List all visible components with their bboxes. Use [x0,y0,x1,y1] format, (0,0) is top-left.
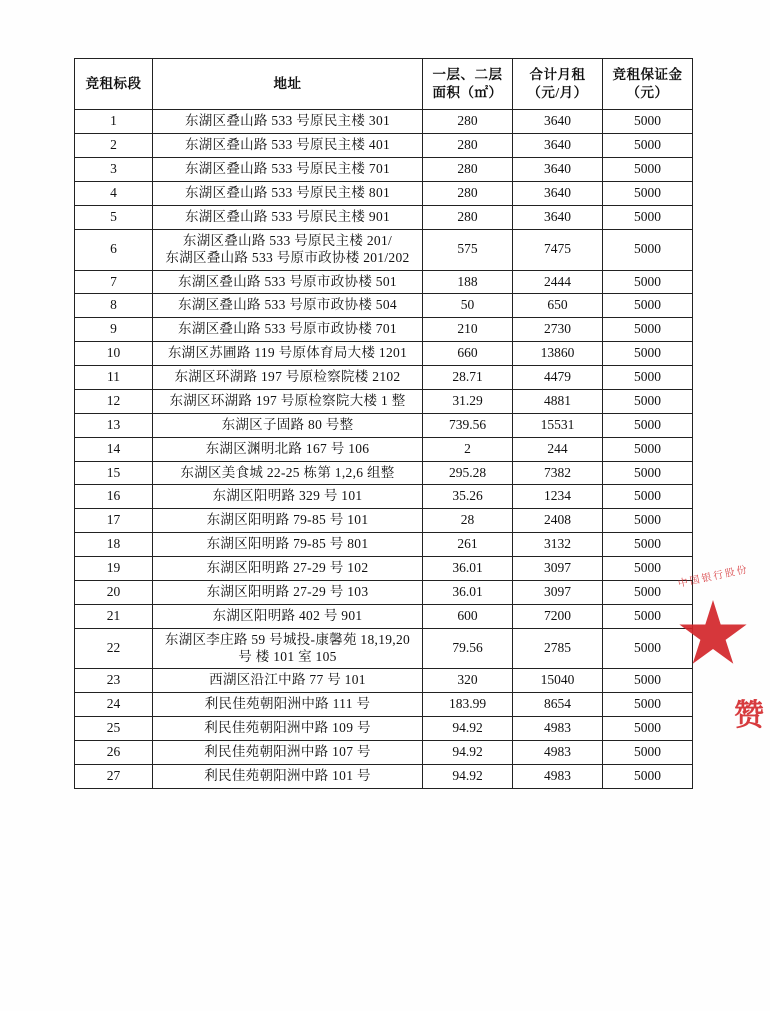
cell-address-line1: 东湖区环湖路 197 号原检察院楼 2102 [174,369,401,385]
cell-deposit: 5000 [603,764,693,788]
cell-deposit: 5000 [603,229,693,270]
table-row [75,557,693,581]
table-row [75,628,693,669]
cell-address [153,580,423,604]
cell-address-line1: 利民佳苑朝阳洲中路 107 号 [204,744,371,760]
cell-address-line1: 东湖区阳明路 27-29 号 103 [206,583,369,599]
cell-address [153,604,423,628]
table-row [75,669,693,693]
cell-address [153,318,423,342]
cell-lot: 9 [75,318,153,342]
cell-area: 183.99 [423,693,513,717]
stamp-characters: 赞 [734,699,766,732]
cell-area: 280 [423,158,513,182]
cell-address-line1: 东湖区阳明路 27-29 号 102 [206,560,369,576]
cell-area: 280 [423,110,513,134]
cell-lot: 4 [75,182,153,206]
cell-lot: 20 [75,580,153,604]
cell-address [153,764,423,788]
table-row [75,294,693,318]
cell-deposit: 5000 [603,182,693,206]
column-header-rent [513,59,603,110]
cell-address [153,557,423,581]
table-row [75,604,693,628]
table-row [75,764,693,788]
cell-area: 280 [423,205,513,229]
cell-lot: 10 [75,342,153,366]
cell-rent: 3640 [513,205,603,229]
cell-address [153,628,423,669]
column-header-area-line2: 面积（㎡） [432,85,503,101]
cell-lot: 14 [75,437,153,461]
cell-area: 36.01 [423,580,513,604]
cell-address-line1: 西湖区沿江中路 77 号 101 [209,672,366,688]
table-row [75,437,693,461]
cell-address [153,693,423,717]
cell-area: 188 [423,270,513,294]
cell-address [153,110,423,134]
table-row [75,509,693,533]
cell-address-line1: 东湖区阳明路 402 号 901 [212,607,363,623]
cell-lot: 5 [75,205,153,229]
cell-address-line1: 东湖区阳明路 79-85 号 101 [206,512,369,528]
cell-deposit: 5000 [603,270,693,294]
cell-deposit: 5000 [603,604,693,628]
cell-address-line1: 东湖区阳明路 79-85 号 801 [206,536,369,552]
cell-address-line1: 东湖区渊明北路 167 号 106 [205,440,370,456]
table-row [75,485,693,509]
cell-area: 28.71 [423,366,513,390]
cell-address [153,437,423,461]
cell-address [153,134,423,158]
cell-rent: 650 [513,294,603,318]
cell-address-line1: 东湖区叠山路 533 号原市政协楼 504 [178,297,397,313]
cell-area: 660 [423,342,513,366]
cell-area: 94.92 [423,764,513,788]
cell-lot: 13 [75,413,153,437]
cell-rent: 2730 [513,318,603,342]
cell-lot: 7 [75,270,153,294]
cell-address-line2: 号 楼 101 室 105 [238,648,337,664]
cell-rent: 3132 [513,533,603,557]
cell-lot: 19 [75,557,153,581]
table-row [75,270,693,294]
table-row [75,366,693,390]
table-row [75,533,693,557]
column-header-address: 地址 [153,59,423,110]
cell-deposit: 5000 [603,693,693,717]
cell-rent: 15040 [513,669,603,693]
cell-deposit: 5000 [603,628,693,669]
cell-area: 28 [423,509,513,533]
cell-deposit: 5000 [603,485,693,509]
cell-rent: 7382 [513,461,603,485]
cell-address [153,294,423,318]
cell-lot: 25 [75,717,153,741]
cell-lot: 24 [75,693,153,717]
cell-address [153,413,423,437]
cell-rent: 4983 [513,764,603,788]
cell-rent: 3640 [513,182,603,206]
cell-deposit: 5000 [603,134,693,158]
cell-address [153,366,423,390]
cell-lot: 22 [75,628,153,669]
cell-rent: 4983 [513,741,603,765]
cell-deposit: 5000 [603,437,693,461]
cell-rent: 3640 [513,158,603,182]
column-header-lot: 竞租标段 [75,59,153,110]
column-header-deposit-line1: 竞租保证金 [612,67,683,82]
column-header-deposit [603,59,693,110]
cell-lot: 6 [75,229,153,270]
cell-area: 94.92 [423,717,513,741]
cell-rent: 15531 [513,413,603,437]
cell-address-line1: 利民佳苑朝阳洲中路 101 号 [204,767,371,783]
cell-area: 94.92 [423,741,513,765]
table-row [75,134,693,158]
column-header-deposit-line2: （元） [626,85,669,101]
cell-lot: 3 [75,158,153,182]
table-row [75,389,693,413]
cell-address [153,342,423,366]
cell-address [153,389,423,413]
cell-deposit: 5000 [603,557,693,581]
cell-lot: 11 [75,366,153,390]
cell-lot: 26 [75,741,153,765]
rental-lots-table [74,58,693,789]
cell-address [153,741,423,765]
cell-lot: 8 [75,294,153,318]
cell-rent: 3097 [513,557,603,581]
cell-rent: 13860 [513,342,603,366]
cell-area: 280 [423,134,513,158]
cell-address-line1: 东湖区美食城 22-25 栋第 1,2,6 组整 [180,464,395,480]
cell-address-line1: 东湖区叠山路 533 号原民主楼 801 [184,185,391,201]
cell-address-line1: 东湖区叠山路 533 号原民主楼 401 [184,137,391,153]
cell-deposit: 5000 [603,342,693,366]
cell-rent: 244 [513,437,603,461]
cell-rent: 8654 [513,693,603,717]
table-row [75,461,693,485]
cell-address [153,717,423,741]
cell-address-line1: 东湖区叠山路 533 号原市政协楼 701 [178,321,397,337]
cell-lot: 2 [75,134,153,158]
cell-area: 295.28 [423,461,513,485]
cell-address [153,485,423,509]
cell-deposit: 5000 [603,509,693,533]
cell-rent: 3097 [513,580,603,604]
cell-address [153,461,423,485]
cell-lot: 16 [75,485,153,509]
cell-rent: 1234 [513,485,603,509]
cell-lot: 1 [75,110,153,134]
cell-address-line1: 东湖区叠山路 533 号原民主楼 701 [184,161,391,177]
rental-lots-table-container [74,58,692,789]
cell-deposit: 5000 [603,669,693,693]
cell-deposit: 5000 [603,413,693,437]
table-row [75,182,693,206]
cell-deposit: 5000 [603,741,693,765]
table-body [75,110,693,788]
cell-area: 575 [423,229,513,270]
cell-area: 50 [423,294,513,318]
column-header-rent-line1: 合计月租 [529,67,586,82]
cell-deposit: 5000 [603,318,693,342]
table-row [75,318,693,342]
cell-area: 35.26 [423,485,513,509]
table-row [75,693,693,717]
table-row [75,342,693,366]
cell-deposit: 5000 [603,158,693,182]
table-row [75,413,693,437]
cell-address-line1: 东湖区李庄路 59 号城投-康馨苑 18,19,20 [164,631,411,647]
cell-rent: 4881 [513,389,603,413]
cell-address-line2: 东湖区叠山路 533 号原市政协楼 201/202 [165,249,410,265]
cell-address [153,182,423,206]
cell-area: 79.56 [423,628,513,669]
cell-rent: 4479 [513,366,603,390]
cell-rent: 4983 [513,717,603,741]
cell-deposit: 5000 [603,110,693,134]
column-header-rent-line2: （元/月） [527,85,588,101]
cell-address-line1: 东湖区环湖路 197 号原检察院大楼 1 整 [169,392,406,408]
cell-lot: 27 [75,764,153,788]
cell-lot: 15 [75,461,153,485]
cell-address-line1: 东湖区子固路 80 号整 [221,416,354,432]
cell-address-line1: 东湖区苏圃路 119 号原体育局大楼 1201 [167,345,408,361]
cell-rent: 2444 [513,270,603,294]
cell-area: 739.56 [423,413,513,437]
table-row [75,717,693,741]
table-row [75,580,693,604]
cell-rent: 2785 [513,628,603,669]
cell-deposit: 5000 [603,389,693,413]
cell-rent: 3640 [513,134,603,158]
cell-area: 261 [423,533,513,557]
cell-rent: 7475 [513,229,603,270]
cell-address [153,509,423,533]
cell-address-line1: 利民佳苑朝阳洲中路 109 号 [204,720,371,736]
cell-area: 36.01 [423,557,513,581]
table-row [75,158,693,182]
cell-address [153,270,423,294]
cell-lot: 23 [75,669,153,693]
cell-address-line1: 东湖区叠山路 533 号原市政协楼 501 [178,273,397,289]
cell-address [153,669,423,693]
table-row [75,741,693,765]
cell-address [153,229,423,270]
cell-deposit: 5000 [603,580,693,604]
column-header-area [423,59,513,110]
cell-address-line1: 东湖区叠山路 533 号原民主楼 201/ [182,232,393,248]
cell-rent: 2408 [513,509,603,533]
cell-deposit: 5000 [603,461,693,485]
column-header-area-line1: 一层、二层 [432,67,503,82]
cell-address [153,205,423,229]
cell-address [153,158,423,182]
cell-area: 600 [423,604,513,628]
cell-area: 31.29 [423,389,513,413]
table-header [75,59,693,110]
cell-area: 320 [423,669,513,693]
cell-deposit: 5000 [603,717,693,741]
cell-deposit: 5000 [603,294,693,318]
cell-address [153,533,423,557]
table-row [75,229,693,270]
cell-lot: 12 [75,389,153,413]
stamp-arc-text: 中国银行股份 [677,564,750,590]
cell-lot: 18 [75,533,153,557]
cell-lot: 21 [75,604,153,628]
cell-address-line1: 东湖区叠山路 533 号原民主楼 901 [184,208,391,224]
cell-rent: 3640 [513,110,603,134]
table-row [75,205,693,229]
cell-address-line1: 东湖区叠山路 533 号原民主楼 301 [184,113,391,129]
cell-address-line1: 东湖区阳明路 329 号 101 [212,488,363,504]
cell-lot: 17 [75,509,153,533]
cell-deposit: 5000 [603,366,693,390]
cell-rent: 7200 [513,604,603,628]
cell-area: 210 [423,318,513,342]
cell-deposit: 5000 [603,533,693,557]
table-row [75,110,693,134]
table-header-row [75,59,693,110]
cell-deposit: 5000 [603,205,693,229]
cell-area: 2 [423,437,513,461]
cell-area: 280 [423,182,513,206]
cell-address-line1: 利民佳苑朝阳洲中路 111 号 [204,696,371,712]
